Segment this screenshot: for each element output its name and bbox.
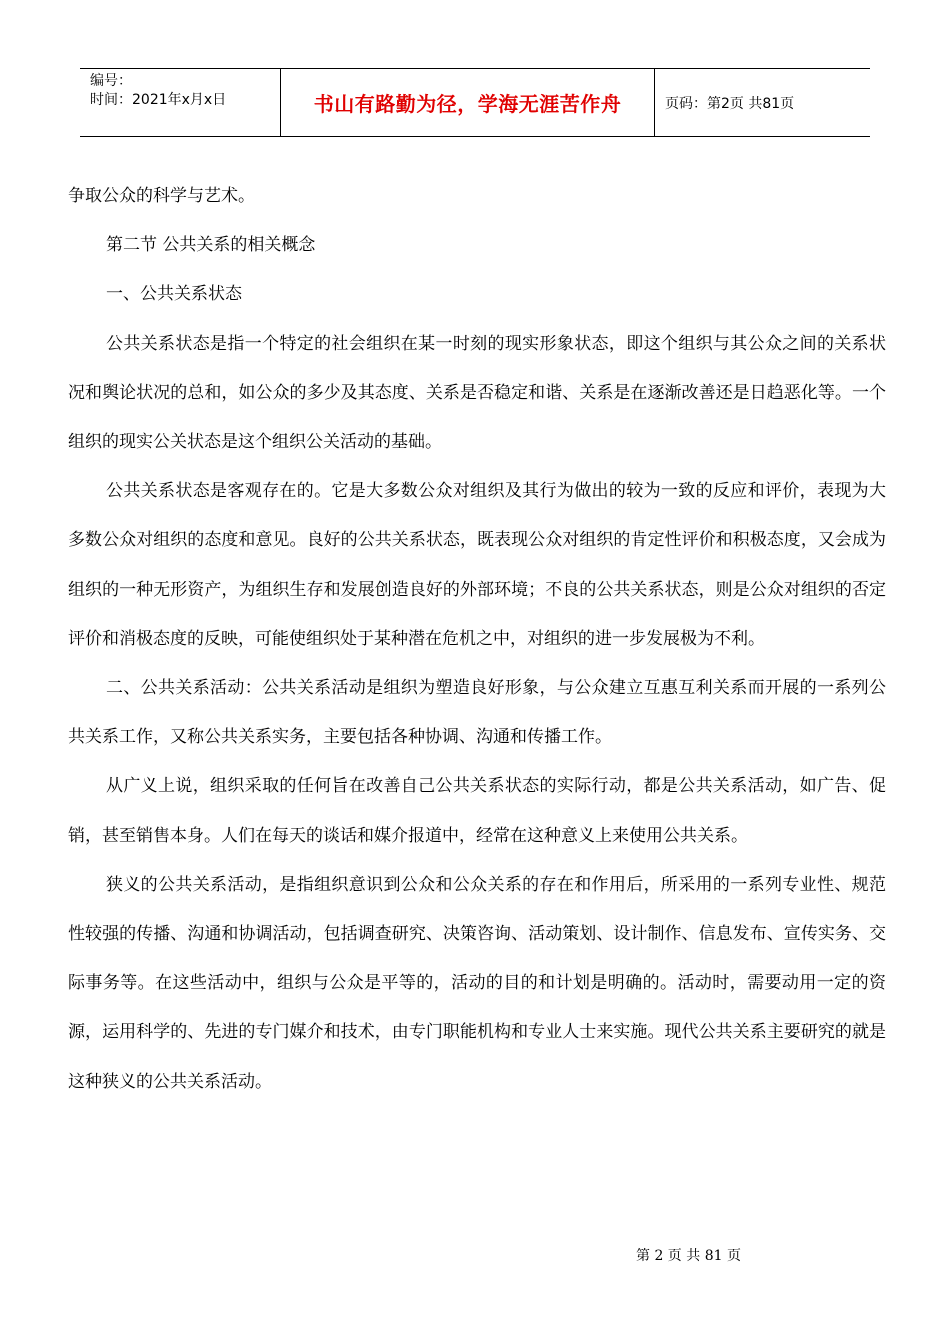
document-date: 时间：2021年x月x日 <box>90 92 227 108</box>
subsection-heading: 一、公共关系状态 <box>106 284 242 305</box>
paragraph-continuation: 争取公众的科学与艺术。 <box>68 186 255 206</box>
body-paragraph: 公共关系状态是客观存在的。它是大多数公众对组织及其行为做出的较为一致的反应和评价，表现为大多数公众对组织的态度和意见。良好的公共关系状态，既表现公众对组织的肯定性评价和积极态度，又会成为组织的一种无形资产，为组织生存和发展创造良好的外部环境；不良的公共关系状态，则是公众对组织的否定评价和消极态度的反映，可能使组织处于某种潜在危机之中，对组织的进一步发展极为不利。 <box>68 481 886 649</box>
header-page-info: 页码：第2页 共81页 <box>665 95 795 112</box>
document-body <box>68 172 886 1107</box>
section-heading: 第二节 公共关系的相关概念 <box>106 235 316 256</box>
body-paragraph: 从广义上说，组织采取的任何旨在改善自己公共关系状态的实际行动，都是公共关系活动，如广告、促销，甚至销售本身。人们在每天的谈话和媒介报道中，经常在这种意义上来使用公共关系。 <box>68 776 886 846</box>
page-footer: 第 2 页 共 81 页 <box>636 1248 741 1264</box>
header-meta-cell <box>80 69 281 136</box>
document-number-label: 编号： <box>90 73 132 89</box>
body-paragraph: 狭义的公共关系活动，是指组织意识到公众和公众关系的存在和作用后，所采用的一系列专业性、规范性较强的传播、沟通和协调活动，包括调查研究、决策咨询、活动策划、设计制作、信息发布、宣传实务、交际事务等。在这些活动中，组织与公众是平等的，活动的目的和计划是明确的。活动时，需要动用一定的资源，运用科学的、先进的专门媒介和技术，由专门职能机构和专业人士来实施。现代公共关系主要研究的就是这种狭义的公共关系活动。 <box>68 874 886 1092</box>
body-paragraph: 公共关系状态是指一个特定的社会组织在某一时刻的现实形象状态，即这个组织与其公众之间的关系状况和舆论状况的总和，如公众的多少及其态度、关系是否稳定和谐、关系是在逐渐改善还是日趋恶化等。一个组织的现实公关状态是这个组织公关活动的基础。 <box>68 333 886 453</box>
body-paragraph: 二、公共关系活动：公共关系活动是组织为塑造良好形象，与公众建立互惠互利关系而开展的一系列公共关系工作，又称公共关系实务，主要包括各种协调、沟通和传播工作。 <box>68 678 886 748</box>
page-header <box>80 68 870 137</box>
header-motto: 书山有路勤为径，学海无涯苦作舟 <box>281 69 655 136</box>
